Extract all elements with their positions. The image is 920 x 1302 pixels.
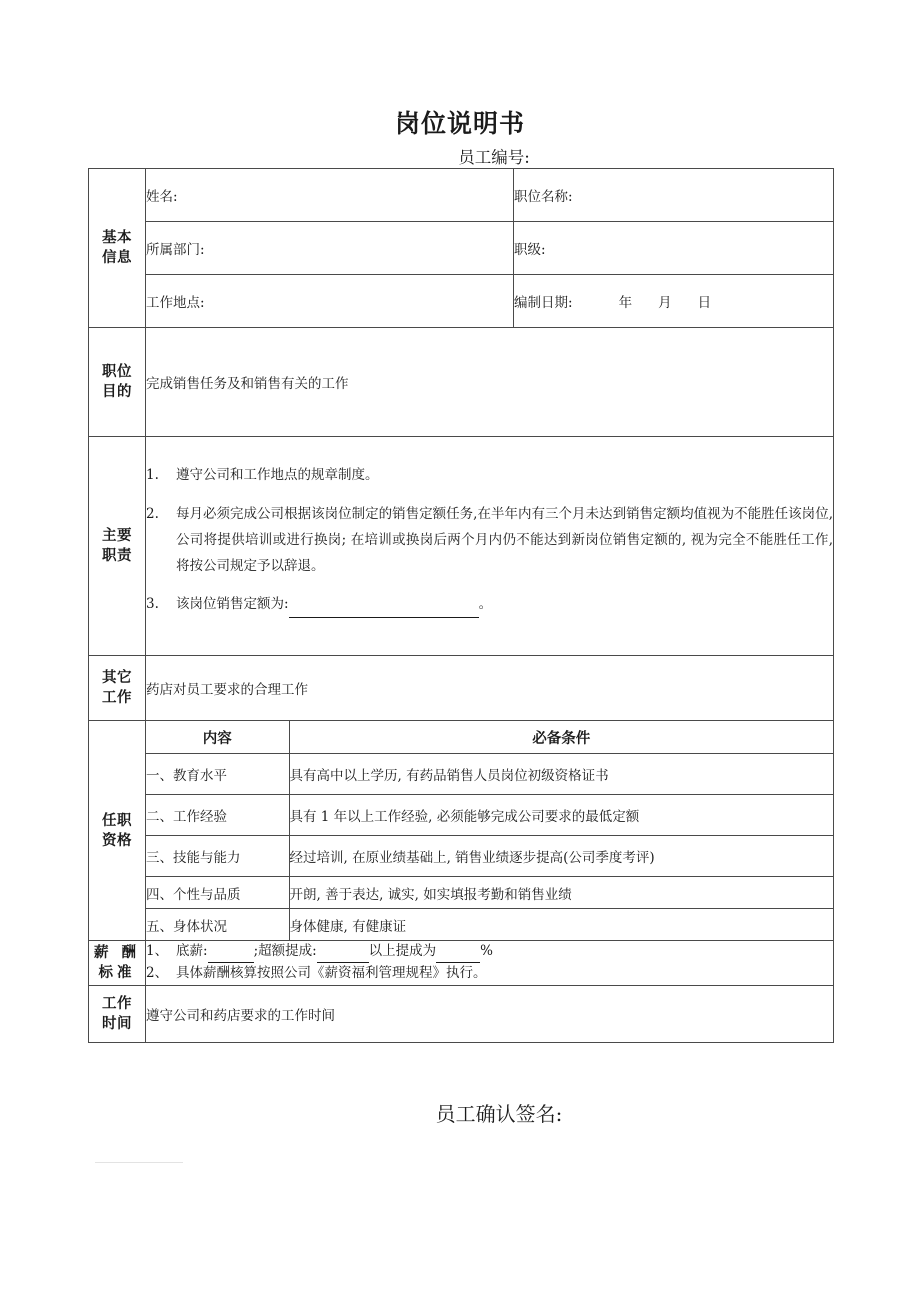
qual-value-personality: 开朗, 善于表达, 诚实, 如实填报考勤和销售业绩 [289,877,833,909]
qualification-table [146,721,833,940]
table-row [146,909,833,941]
table-row [89,328,834,437]
row-label-line2: 时间 [102,1014,132,1032]
duty-quota-suffix: 。 [478,596,493,613]
row-label-line1: 工作 [102,994,132,1012]
qual-value-education: 具有高中以上学历, 有药品销售人员岗位初级资格证书 [289,754,833,795]
field-name: 姓名: [146,169,514,222]
quota-blank-field[interactable] [289,604,479,618]
list-item [146,591,833,617]
table-row [89,222,834,275]
field-issue-date [514,275,834,328]
table-row [146,836,833,877]
date-month-unit: 月 [658,295,672,311]
table-row [89,437,834,656]
qual-key-skills: 三、技能与能力 [146,836,289,877]
field-department: 所属部门: [146,222,514,275]
job-description-table [88,168,834,1043]
salary-line-1 [176,941,493,963]
qual-header-key: 内容 [146,721,289,754]
duty-text [176,591,833,617]
signature-label: 员工确认签名: [435,1102,563,1126]
table-row [89,985,834,1042]
row-label-line2: 标准 [98,963,136,981]
issue-date-label: 编制日期: [514,295,573,311]
footer-divider [95,1162,183,1163]
salary-number: 2、 [146,964,169,981]
qual-key-experience: 二、工作经验 [146,795,289,836]
table-row [146,754,833,795]
overquota-blank[interactable] [317,950,369,963]
row-label-line2: 资格 [102,831,132,849]
qual-header-value: 必备条件 [289,721,833,754]
salary-line-2: 具体薪酬核算按照公司《薪资福利管理规程》执行。 [176,964,487,981]
base-salary-blank[interactable] [208,950,254,963]
table-row [89,721,834,941]
field-position-title: 职位名称: [514,169,834,222]
field-work-location: 工作地点: [146,275,514,328]
row-label-line1: 主要 [102,527,132,544]
work-time-text: 遵守公司和药店要求的工作时间 [146,985,834,1042]
table-row [146,877,833,909]
page-title: 岗位说明书 [394,109,525,138]
row-label-line2: 目的 [102,383,132,400]
duty-quota-prefix: 该岗位销售定额为: [176,596,289,613]
table-row [89,275,834,328]
duty-text: 每月必须完成公司根据该岗位制定的销售定额任务,在半年内有三个月未达到销售定额均值视为不能胜任该岗位, 公司将提供培训或进行换岗; 在培训或换岗后两个月内仍不能达到新岗位销售定额的, 视为完全不能胜任工作, 将按公司规定予以辞退。 [176,505,833,575]
row-label-line1: 任职 [102,811,132,829]
list-item [146,462,833,488]
duty-number: 3. [146,596,159,613]
row-label-other-work [89,656,146,721]
table-row [89,656,834,721]
qual-value-health: 身体健康, 有健康证 [289,918,407,935]
qual-value-skills: 经过培训, 在原业绩基础上, 销售业绩逐步提高(公司季度考评) [289,836,833,877]
duties-list [146,437,834,656]
salary-number: 1、 [146,943,169,959]
list-item [146,963,833,985]
row-label-line2: 信息 [102,249,132,266]
row-label-line1: 薪 酬 [93,943,141,961]
qual-key-education: 一、教育水平 [146,754,289,795]
qual-key-personality: 四、个性与品质 [146,877,289,909]
commission-label: 以上提成为 [368,943,437,959]
base-salary-label: 底薪: [176,943,208,959]
row-label-salary [89,941,146,986]
row-label-line1: 职位 [102,363,132,380]
commission-blank[interactable] [436,950,480,963]
duty-number: 1. [146,467,159,484]
duty-text: 遵守公司和工作地点的规章制度。 [176,467,379,484]
duty-number: 2. [146,505,159,522]
row-label-duties [89,437,146,656]
row-label-basic-info [89,169,146,328]
list-item [146,501,833,580]
row-label-work-time [89,985,146,1042]
purpose-text: 完成销售任务及和销售有关的工作 [146,328,834,437]
qual-value-experience: 具有 1 年以上工作经验, 必须能够完成公司要求的最低定额 [289,795,833,836]
overquota-label: ;超额提成: [253,943,317,959]
salary-content [146,941,834,986]
date-day-unit: 日 [697,295,712,311]
date-year-unit: 年 [618,295,633,311]
row-label-line2: 工作 [102,689,132,706]
qualification-table-wrapper [146,721,834,941]
row-label-line2: 职责 [102,547,132,564]
employee-number-label: 员工编号: [458,148,530,167]
row-label-line1: 其它 [102,669,132,686]
other-work-text: 药店对员工要求的合理工作 [146,656,834,721]
qual-key-health: 五、身体状况 [146,909,289,941]
row-label-purpose [89,328,146,437]
table-row [89,941,834,986]
row-label-qualification [89,721,146,941]
table-row [146,795,833,836]
field-grade: 职级: [514,222,834,275]
table-row [89,169,834,222]
list-item [146,941,833,963]
row-label-line1: 基本 [102,229,132,246]
qualification-header-row [146,721,833,754]
percent-symbol: % [480,943,493,959]
